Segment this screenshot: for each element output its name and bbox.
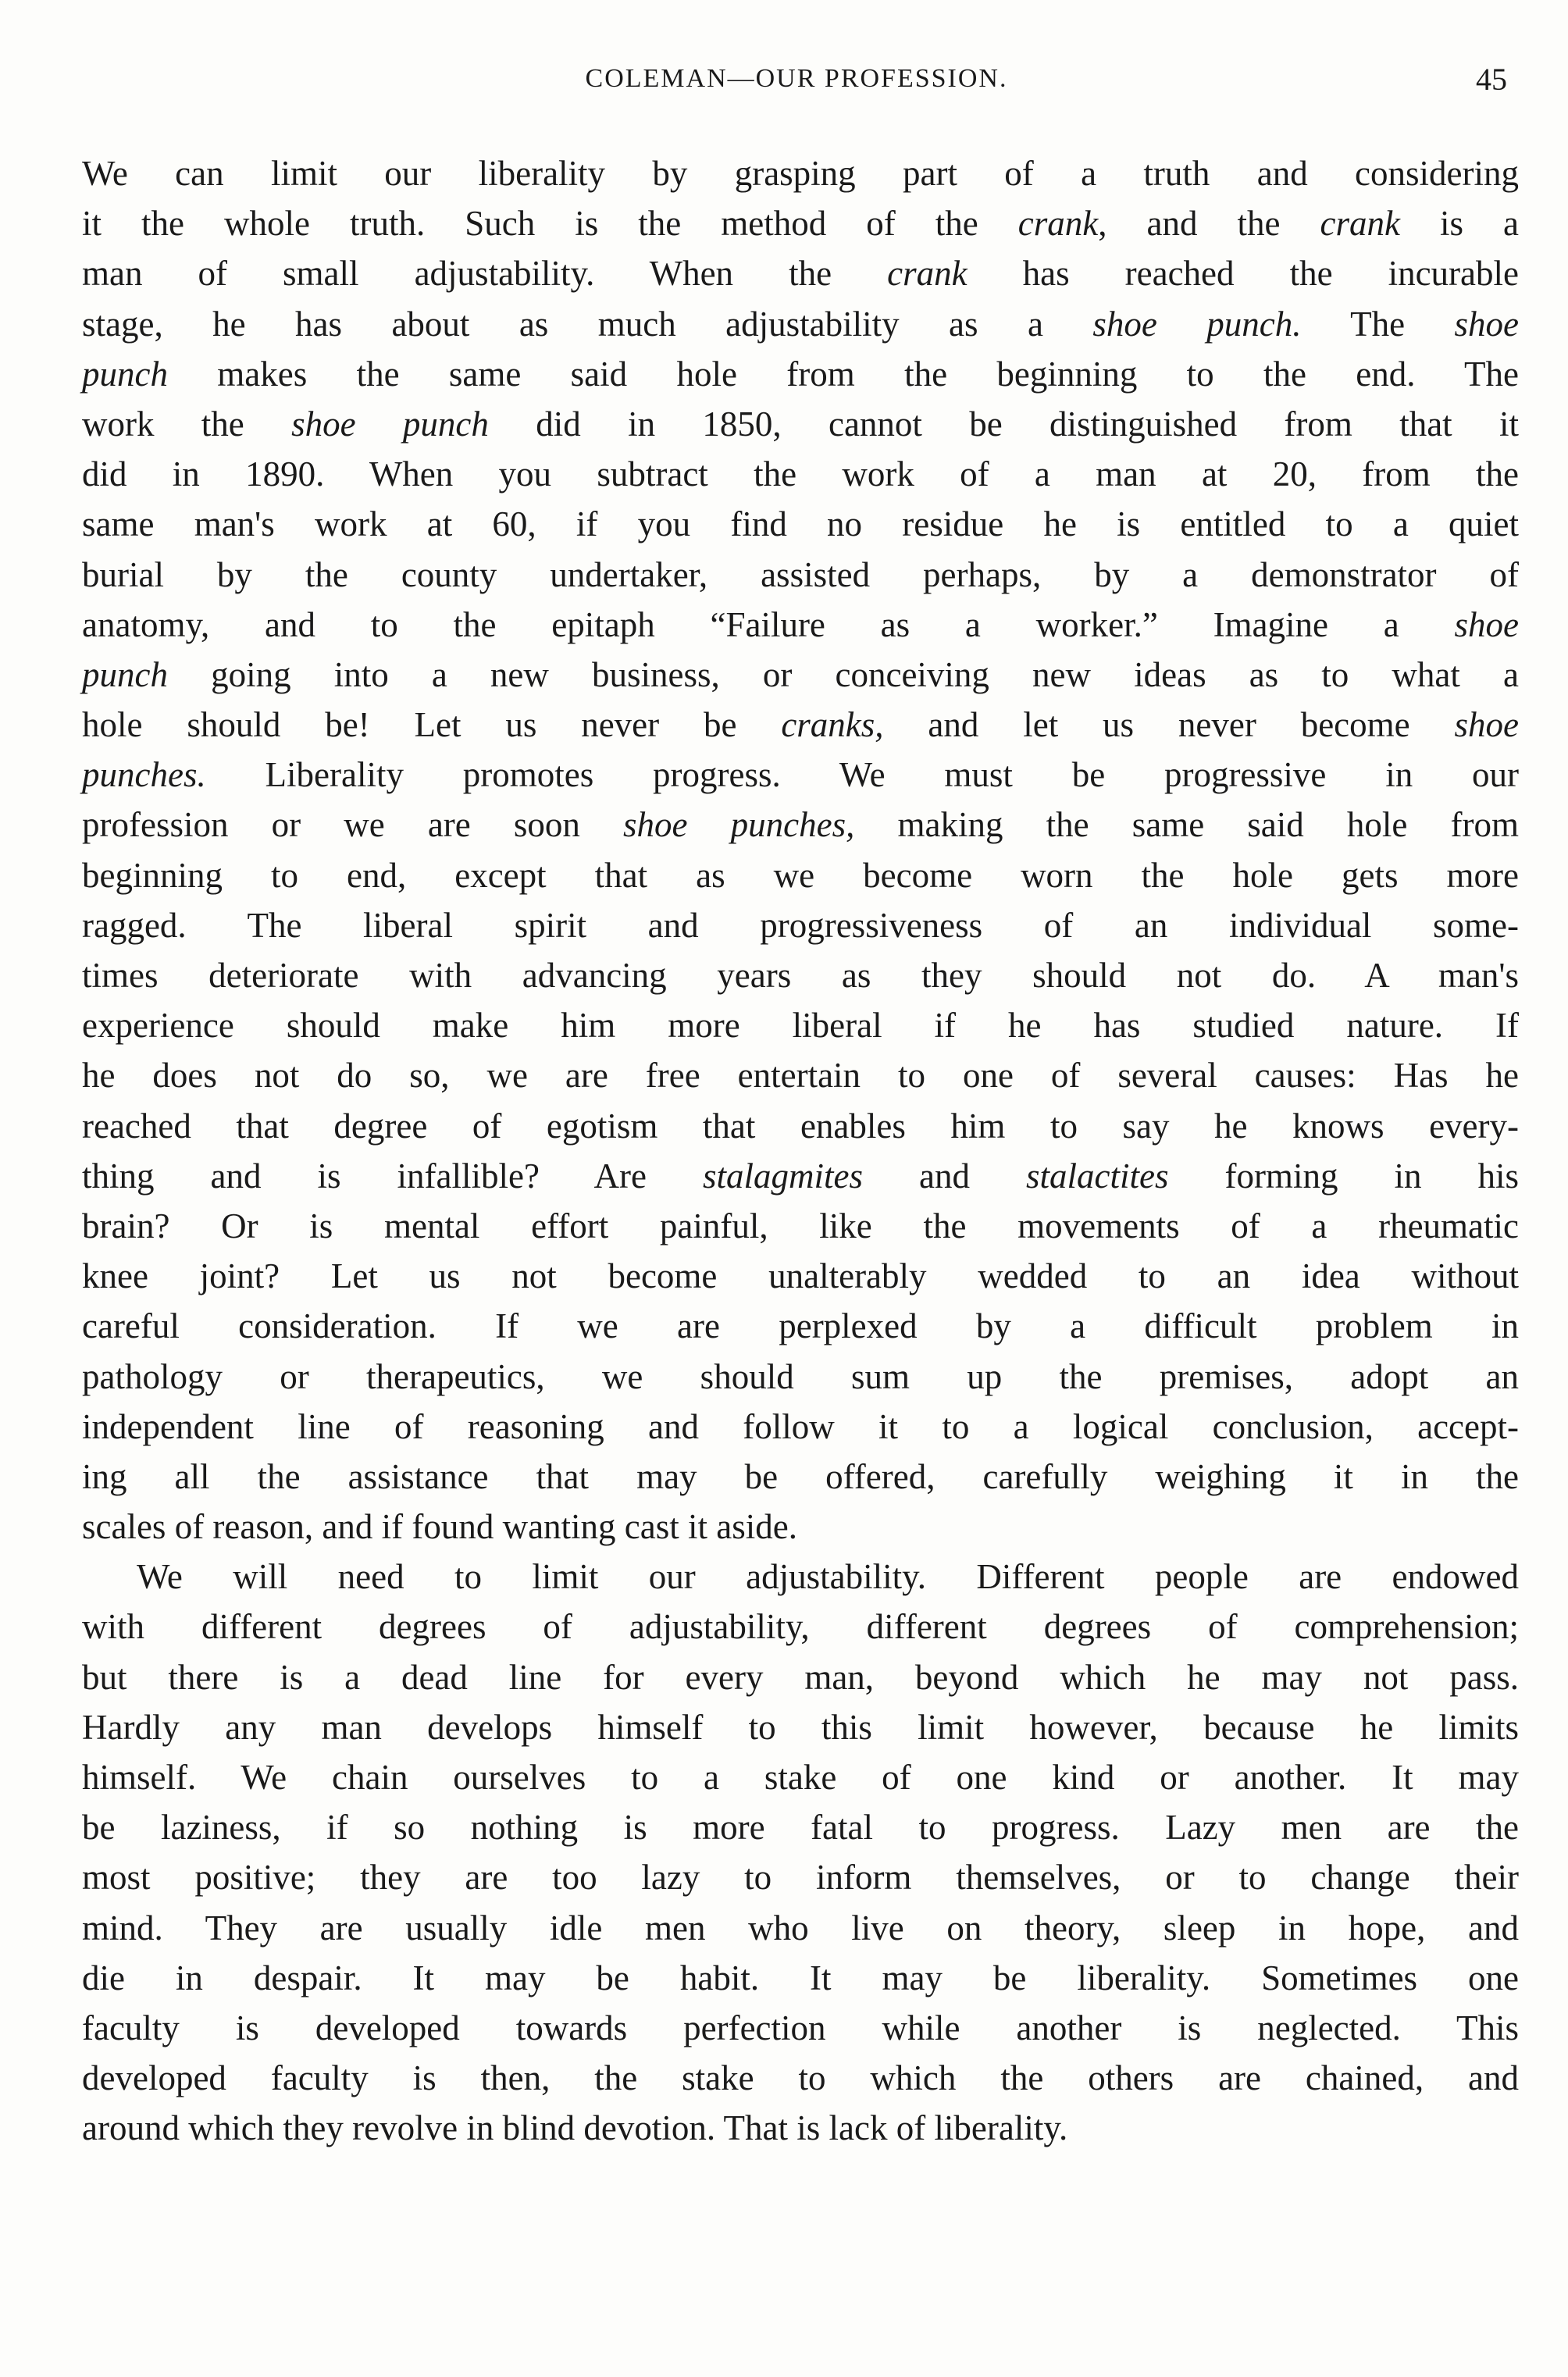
paragraph xyxy=(82,148,1519,1552)
text-line xyxy=(82,550,1519,600)
text-line xyxy=(82,1251,1519,1301)
text-run: mind. They are usually idle men who live on theory, sleep in hope, and xyxy=(82,1908,1519,1948)
text-run: man of small adjustability. When the xyxy=(82,254,888,294)
text-line xyxy=(82,1802,1519,1852)
text-run: same man's work at 60, if you find no residue he is entitled to a quiet xyxy=(82,504,1519,544)
text-run: hole should be! Let us never be xyxy=(82,705,782,745)
text-run: brain? Or is mental effort painful, like the movements of a rheumatic xyxy=(82,1206,1519,1246)
italic-term: stalactites xyxy=(1025,1156,1169,1196)
text-line xyxy=(82,1752,1519,1802)
text-run: has reached the incurable xyxy=(967,254,1519,294)
text-run: around which they revolve in blind devotion. That is lack of liberality. xyxy=(82,2108,1068,2148)
text-run: and xyxy=(862,1156,1026,1196)
text-run: reached that degree of egotism that enables him to say he knows every- xyxy=(82,1106,1519,1146)
text-run: faculty is developed towards perfection while another is neglected. This xyxy=(82,2008,1519,2047)
text-line xyxy=(82,800,1519,850)
text-run: The xyxy=(1301,304,1455,344)
text-run: experience should make him more liberal if he has studied nature. If xyxy=(82,1006,1519,1046)
text-line xyxy=(82,2003,1519,2053)
text-line xyxy=(82,1502,1519,1552)
text-run: profession or we are soon xyxy=(82,805,624,845)
italic-term: crank xyxy=(887,254,968,294)
text-run: pathology or therapeutics, we should sum up the premises, adopt an xyxy=(82,1356,1519,1396)
text-run: it the whole truth. Such is the method of the xyxy=(82,204,1018,244)
text-run: most positive; they are too lazy to inform themselves, or to change their xyxy=(82,1858,1519,1898)
text-run: thing and is infallible? Are xyxy=(82,1156,703,1196)
text-run: he does not do so, we are free entertain to one of several causes: Has he xyxy=(82,1056,1519,1096)
italic-term: shoe punch xyxy=(291,404,489,444)
text-run: Liberality promotes progress. We must be progressive in our xyxy=(205,755,1519,795)
text-line xyxy=(82,399,1519,449)
text-run: independent line of reasoning and follow it to a logical conclusion, accept- xyxy=(82,1406,1519,1446)
italic-term: shoe xyxy=(1454,304,1519,344)
text-line xyxy=(82,198,1519,248)
italic-term: shoe punch. xyxy=(1092,304,1302,344)
text-line xyxy=(82,1903,1519,1953)
text-line xyxy=(82,1852,1519,1902)
text-run: stage, he has about as much adjustability as a xyxy=(82,304,1093,344)
text-run: be laziness, if so nothing is more fatal to progress. Lazy men are the xyxy=(82,1808,1519,1848)
text-line xyxy=(82,1352,1519,1402)
text-line xyxy=(82,700,1519,750)
text-run: beginning to end, except that as we become worn the hole gets more xyxy=(82,855,1519,895)
text-line xyxy=(82,1602,1519,1652)
text-line xyxy=(82,1452,1519,1502)
italic-term: shoe xyxy=(1454,604,1519,644)
text-run: making the same said hole from xyxy=(854,805,1519,845)
text-line xyxy=(82,499,1519,549)
text-line xyxy=(82,148,1519,198)
italic-term: crank xyxy=(1320,204,1400,244)
text-run: burial by the county undertaker, assisted perhaps, by a demonstrator of xyxy=(82,554,1519,594)
text-line xyxy=(82,1201,1519,1251)
text-line xyxy=(82,248,1519,298)
text-run: ing all the assistance that may be offered, carefully weighing it in the xyxy=(82,1456,1519,1496)
text-run: did in 1890. When you subtract the work of a man at 20, from the xyxy=(82,454,1519,494)
running-head xyxy=(86,61,1507,100)
text-run: forming in his xyxy=(1168,1156,1519,1196)
text-run: is a xyxy=(1399,204,1519,244)
text-line xyxy=(82,1552,1519,1602)
text-run: die in despair. It may be habit. It may be liberality. Sometimes one xyxy=(82,1958,1519,1997)
text-line xyxy=(82,950,1519,1000)
text-run: ragged. The liberal spirit and progressiveness of an individual some- xyxy=(82,905,1519,945)
text-line xyxy=(82,850,1519,900)
text-line xyxy=(82,1000,1519,1050)
text-run: work the xyxy=(82,404,292,444)
text-line xyxy=(82,1101,1519,1151)
text-run: We can limit our liberality by grasping part of a truth and considering xyxy=(82,154,1519,193)
text-line xyxy=(82,1301,1519,1351)
paragraph xyxy=(82,1552,1519,2153)
text-line xyxy=(82,2103,1519,2153)
text-line xyxy=(82,299,1519,349)
text-line xyxy=(82,650,1519,700)
text-run: did in 1850, cannot be distinguished from that it xyxy=(488,404,1520,444)
text-run: Hardly any man develops himself to this limit however, because he limits xyxy=(82,1707,1519,1747)
text-run: scales of reason, and if found wanting cast it aside. xyxy=(82,1507,797,1547)
text-line xyxy=(82,1702,1519,1752)
text-run: makes the same said hole from the beginning to the end. The xyxy=(167,354,1519,394)
text-run: himself. We chain ourselves to a stake of one kind or another. It may xyxy=(82,1758,1519,1797)
italic-term: crank xyxy=(1017,204,1099,244)
text-run: going into a new business, or conceiving new ideas as to what a xyxy=(167,654,1519,694)
text-line xyxy=(82,600,1519,650)
italic-term: stalagmites xyxy=(702,1156,863,1196)
text-line xyxy=(82,900,1519,950)
body-text xyxy=(82,148,1519,2154)
text-run: and let us never become xyxy=(883,705,1455,745)
italic-term: punches. xyxy=(82,755,206,795)
italic-term: punch xyxy=(82,354,168,394)
italic-term: cranks, xyxy=(781,705,884,745)
text-run: careful consideration. If we are perplexed by a difficult problem in xyxy=(82,1306,1519,1346)
text-line xyxy=(82,750,1519,800)
text-run: We will need to limit our adjustability. Different people are endowed xyxy=(137,1557,1519,1597)
text-run: with different degrees of adjustability, different degrees of comprehension; xyxy=(82,1607,1519,1647)
text-run: knee joint? Let us not become unalterably wedded to an idea without xyxy=(82,1256,1519,1296)
text-run: times deteriorate with advancing years as they should not do. A man's xyxy=(82,956,1519,995)
italic-term: punch xyxy=(82,654,168,694)
text-line xyxy=(82,2053,1519,2103)
text-run: but there is a dead line for every man, beyond which he may not pass. xyxy=(82,1657,1519,1697)
text-line xyxy=(82,349,1519,399)
text-line xyxy=(82,1652,1519,1702)
italic-term: shoe xyxy=(1454,705,1519,745)
text-line xyxy=(82,1050,1519,1100)
text-run: anatomy, and to the epitaph “Failure as a worker.” Imagine a xyxy=(82,604,1455,644)
text-line xyxy=(82,1402,1519,1452)
running-title: COLEMAN—OUR PROFESSION. xyxy=(585,64,1008,93)
text-line xyxy=(82,449,1519,499)
page-number: 45 xyxy=(1476,62,1507,97)
text-run: , and the xyxy=(1098,204,1320,244)
text-line xyxy=(82,1953,1519,2003)
italic-term: shoe punches, xyxy=(623,805,855,845)
text-run: developed faculty is then, the stake to which the others are chained, and xyxy=(82,2058,1519,2098)
text-line xyxy=(82,1151,1519,1201)
